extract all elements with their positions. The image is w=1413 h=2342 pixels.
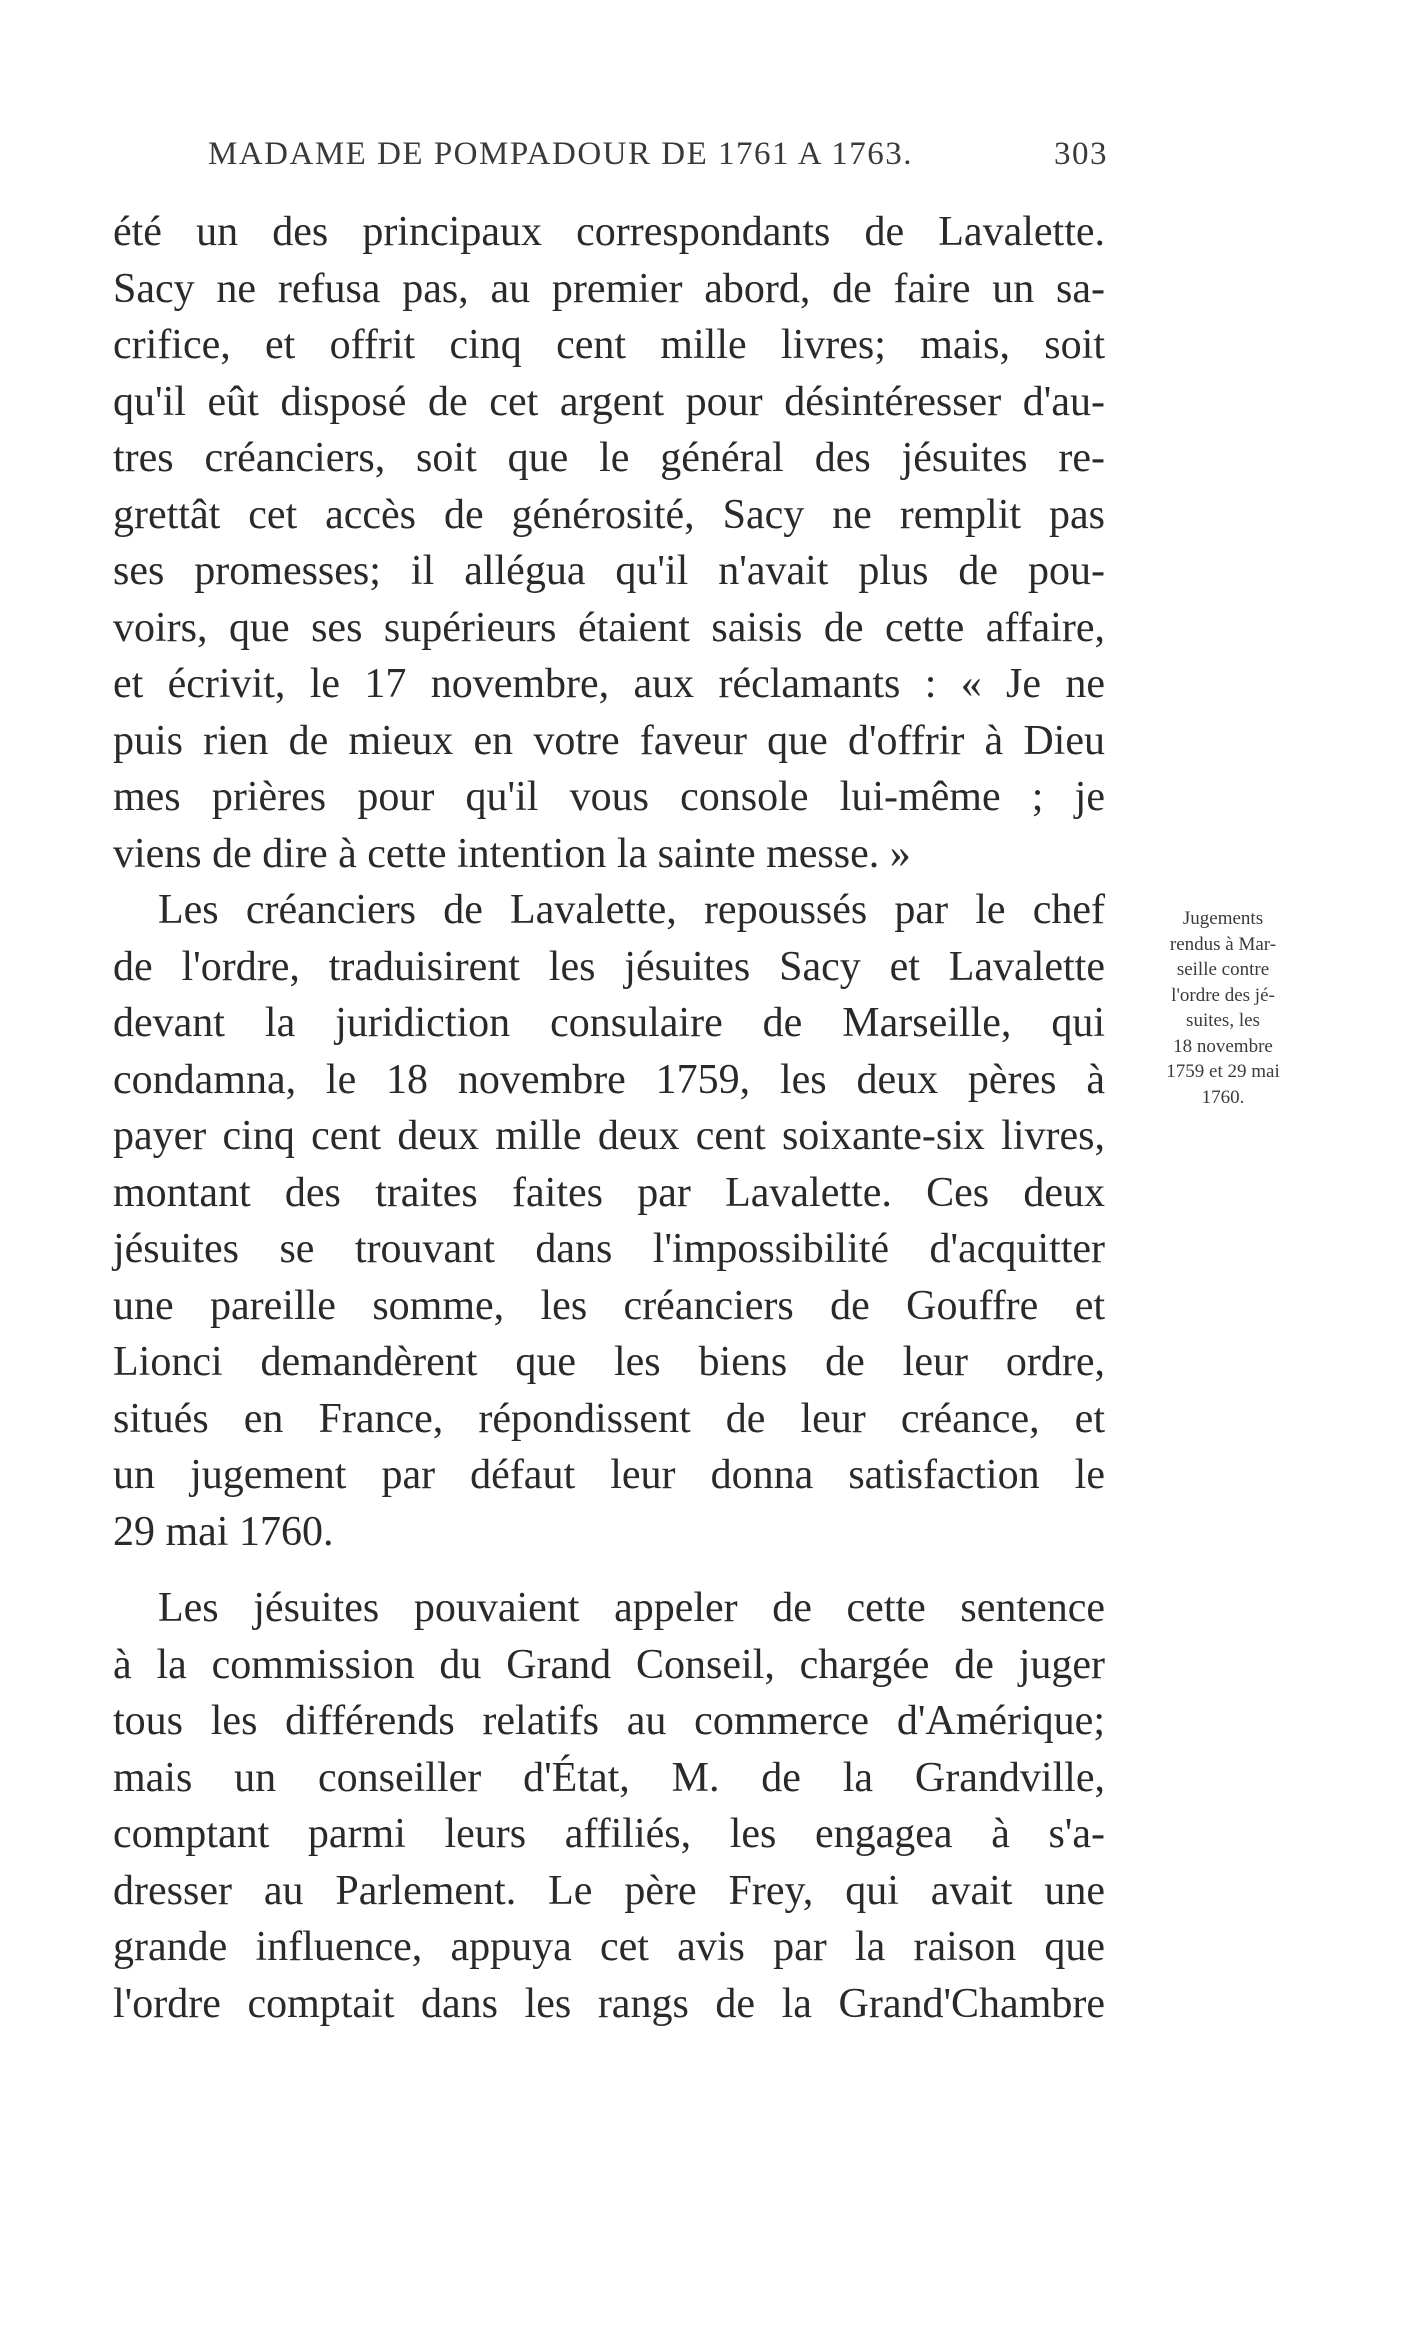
margin-note-line: suites, les [1186,1010,1260,1031]
margin-note-line: l'ordre des jé- [1171,984,1275,1006]
text-line: mais un conseiller d'État, M. de la Grandville, [113,1754,1105,1801]
paragraph-gap [113,1560,1105,1580]
text-line: été un des principaux correspondants de Lavalette. [113,209,1105,255]
margin-note-line: Jugements [1182,908,1264,929]
text-line: crifice, et offrit cinq cent mille livres; mais, soit [113,322,1105,368]
text-line: Les jésuites pouvaient appeler de cette sentence [158,1585,1105,1631]
margin-note-line: 1759 et 29 mai [1166,1061,1280,1082]
text-line: jésuites se trouvant dans l'impossibilité d'acquitter [113,1226,1105,1272]
text-line: tres créanciers, soit que le général des jésuites re- [113,435,1105,481]
text-line: grande influence, appuya cet avis par la raison que [113,1924,1105,1970]
text-line: dresser au Parlement. Le père Frey, qui avait une [113,1867,1105,1914]
text-line: puis rien de mieux en votre faveur que d'offrir à Dieu [113,717,1105,764]
text-line: devant la juridiction consulaire de Marseille, qui [113,1000,1105,1046]
paragraph-3 [113,1580,1105,2032]
body-text [113,204,1105,2032]
text-line: 29 mai 1760. [113,1508,334,1555]
text-line: payer cinq cent deux mille deux cent soixante-six livres, [113,1113,1105,1159]
text-line: grettât cet accès de générosité, Sacy ne remplit pas [113,491,1105,538]
margin-note [1133,906,1313,1110]
text-line: Les créanciers de Lavalette, repoussés par le chef [158,887,1105,933]
text-line: tous les différends relatifs au commerce d'Amérique; [113,1698,1105,1744]
text-line: une pareille somme, les créanciers de Gouffre et [113,1282,1105,1329]
text-line: et écrivit, le 17 novembre, aux réclamants : « Je ne [113,661,1105,707]
text-line: Sacy ne refusa pas, au premier abord, de faire un sa- [113,265,1105,312]
text-line: comptant parmi leurs affiliés, les engagea à s'a- [113,1811,1105,1857]
text-line: montant des traites faites par Lavalette. Ces deux [113,1169,1105,1216]
text-line: Lionci demandèrent que les biens de leur ordre, [113,1339,1105,1385]
margin-note-line: 18 novembre [1173,1035,1273,1057]
text-line: viens de dire à cette intention la sainte messe. » [113,830,911,877]
text-line: condamna, le 18 novembre 1759, les deux pères à [113,1056,1105,1103]
text-line: situés en France, répondissent de leur créance, et [113,1395,1105,1442]
text-line: ses promesses; il allégua qu'il n'avait plus de pou- [113,548,1105,594]
text-line: qu'il eût disposé de cet argent pour désintéresser d'au- [113,378,1105,425]
text-line: l'ordre comptait dans les rangs de la Grand'Chambre [113,1980,1105,2027]
text-line: à la commission du Grand Conseil, chargée de juger [113,1641,1105,1688]
text-line: voirs, que ses supérieurs étaient saisis de cette affaire, [113,604,1105,651]
paragraph-1 [113,204,1105,882]
paragraph-2 [113,882,1105,1560]
margin-note-line: seille contre [1176,959,1270,980]
text-line: mes prières pour qu'il vous console lui-même ; je [113,774,1105,820]
margin-note-line: 1760. [1201,1086,1245,1108]
page-number: 303 [1054,136,1108,172]
running-head [208,136,1108,176]
margin-note-line: rendus à Mar- [1169,933,1277,955]
text-line: un jugement par défaut leur donna satisfaction le [113,1452,1105,1498]
running-head-title: MADAME DE POMPADOUR DE 1761 A 1763. [208,136,913,172]
text-line: de l'ordre, traduisirent les jésuites Sacy et Lavalette [113,943,1105,990]
